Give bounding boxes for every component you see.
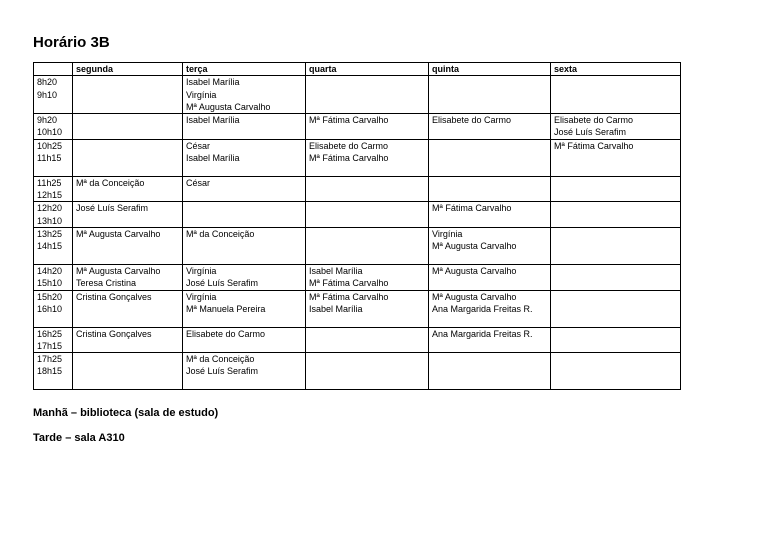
teacher-name: Mª Augusta Carvalho — [432, 241, 517, 252]
time-cell — [34, 290, 73, 327]
time-label: 13h25 — [37, 228, 63, 239]
schedule-cell-segunda — [73, 327, 183, 353]
schedule-cell-quinta — [429, 139, 551, 176]
schedule-cell-sexta — [551, 290, 681, 327]
schedule-cell-terca — [183, 202, 306, 228]
teacher-name: Ana Margarida Freitas R. — [432, 328, 533, 339]
header-cell-time — [34, 63, 73, 76]
teacher-name: Mª da Conceição — [186, 354, 255, 365]
time-label: 11h15 — [37, 153, 62, 164]
time-label: 16h10 — [37, 303, 63, 314]
teacher-name: Elisabete do Carmo — [432, 115, 512, 126]
schedule-cell-quinta — [429, 114, 551, 140]
time-label: 9h10 — [37, 89, 58, 100]
teacher-name: José Luís Serafim — [186, 366, 259, 377]
schedule-cell-quarta — [306, 176, 429, 202]
teacher-name: Mª Augusta Carvalho — [76, 228, 161, 239]
teacher-name: Isabel Marília — [186, 153, 240, 164]
schedule-cell-quinta — [429, 227, 551, 264]
teacher-name: Mª Fátima Carvalho — [309, 115, 389, 126]
teacher-name: Virgínia — [186, 291, 217, 302]
time-cell — [34, 114, 73, 140]
teacher-name: Cristina Gonçalves — [76, 291, 152, 302]
note-afternoon: Tarde – sala A310 — [33, 432, 125, 444]
time-cell — [34, 353, 73, 390]
schedule-cell-quinta — [429, 264, 551, 290]
teacher-name: José Luís Serafim — [186, 278, 259, 289]
header-cell-sexta: sexta — [551, 63, 681, 76]
teacher-name: Mª Augusta Carvalho — [432, 291, 517, 302]
teacher-name: Virgínia — [186, 265, 217, 276]
schedule-cell-quarta — [306, 227, 429, 264]
teacher-name: Isabel Marília — [309, 303, 363, 314]
table-row — [34, 76, 681, 114]
time-label: 15h10 — [37, 278, 63, 289]
teacher-name: Virgínia — [432, 228, 463, 239]
time-label: 17h25 — [37, 354, 63, 365]
page-title: Horário 3B — [33, 34, 110, 51]
time-label: 12h15 — [37, 190, 63, 201]
time-label: 18h15 — [37, 366, 63, 377]
schedule-cell-terca — [183, 114, 306, 140]
teacher-name: Mª Fátima Carvalho — [432, 203, 512, 214]
teacher-name: Isabel Marília — [309, 265, 363, 276]
table-row — [34, 264, 681, 290]
schedule-cell-terca — [183, 227, 306, 264]
time-cell — [34, 264, 73, 290]
time-label: 16h25 — [37, 328, 63, 339]
schedule-cell-quarta — [306, 327, 429, 353]
teacher-name: Elisabete do Carmo — [186, 328, 266, 339]
schedule-cell-quarta — [306, 76, 429, 114]
header-cell-quinta: quinta — [429, 63, 551, 76]
time-cell — [34, 76, 73, 114]
time-cell — [34, 327, 73, 353]
schedule-cell-sexta — [551, 227, 681, 264]
time-cell — [34, 139, 73, 176]
schedule-cell-quinta — [429, 353, 551, 390]
header-cell-segunda: segunda — [73, 63, 183, 76]
note-morning: Manhã – biblioteca (sala de estudo) — [33, 407, 219, 419]
schedule-cell-terca — [183, 76, 306, 114]
schedule-cell-terca — [183, 139, 306, 176]
schedule-cell-terca — [183, 290, 306, 327]
schedule-cell-sexta — [551, 353, 681, 390]
schedule-cell-segunda — [73, 353, 183, 390]
time-label: 15h20 — [37, 291, 63, 302]
schedule-cell-quarta — [306, 264, 429, 290]
time-label: 14h20 — [37, 265, 63, 276]
teacher-name: Elisabete do Carmo — [309, 140, 389, 151]
time-label: 17h15 — [37, 340, 63, 351]
time-cell — [34, 176, 73, 202]
header-cell-terca: terça — [183, 63, 306, 76]
schedule-cell-segunda — [73, 114, 183, 140]
time-cell — [34, 227, 73, 264]
table-row — [34, 114, 681, 140]
teacher-name: José Luís Serafim — [76, 203, 149, 214]
table-row — [34, 176, 681, 202]
schedule-cell-sexta — [551, 139, 681, 176]
teacher-name: César — [186, 140, 211, 151]
schedule-cell-quinta — [429, 176, 551, 202]
teacher-name: Mª Augusta Carvalho — [76, 265, 161, 276]
schedule-cell-segunda — [73, 290, 183, 327]
schedule-cell-sexta — [551, 264, 681, 290]
teacher-name: Mª Augusta Carvalho — [432, 265, 517, 276]
time-label: 12h20 — [37, 203, 63, 214]
schedule-cell-sexta — [551, 176, 681, 202]
schedule-cell-quarta — [306, 353, 429, 390]
table-row — [34, 353, 681, 390]
schedule-cell-quinta — [429, 76, 551, 114]
teacher-name: Mª Fátima Carvalho — [309, 153, 389, 164]
time-label: 11h25 — [37, 177, 62, 188]
table-row — [34, 202, 681, 228]
teacher-name: Virgínia — [186, 89, 217, 100]
teacher-name: José Luís Serafim — [554, 127, 627, 138]
schedule-cell-sexta — [551, 202, 681, 228]
teacher-name: Mª Manuela Pereira — [186, 303, 266, 314]
table-row — [34, 290, 681, 327]
schedule-cell-segunda — [73, 264, 183, 290]
schedule-cell-segunda — [73, 76, 183, 114]
teacher-name: Cristina Gonçalves — [76, 328, 152, 339]
time-label: 10h10 — [37, 127, 63, 138]
time-label: 9h20 — [37, 115, 58, 126]
schedule-cell-quarta — [306, 290, 429, 327]
schedule-cell-quarta — [306, 139, 429, 176]
time-label: 13h10 — [37, 215, 63, 226]
schedule-cell-segunda — [73, 176, 183, 202]
time-label: 8h20 — [37, 77, 58, 88]
teacher-name: Mª da Conceição — [76, 177, 145, 188]
schedule-cell-segunda — [73, 139, 183, 176]
schedule-cell-quarta — [306, 114, 429, 140]
header-cell-quarta: quarta — [306, 63, 429, 76]
schedule-cell-sexta — [551, 114, 681, 140]
teacher-name: Mª Fátima Carvalho — [309, 278, 389, 289]
teacher-name: Mª Augusta Carvalho — [186, 101, 271, 112]
schedule-cell-terca — [183, 176, 306, 202]
teacher-name: Ana Margarida Freitas R. — [432, 303, 533, 314]
table-row — [34, 327, 681, 353]
header-row — [34, 63, 681, 76]
schedule-cell-quinta — [429, 327, 551, 353]
time-label: 14h15 — [37, 241, 63, 252]
schedule-cell-sexta — [551, 327, 681, 353]
teacher-name: Isabel Marília — [186, 77, 240, 88]
teacher-name: Teresa Cristina — [76, 278, 137, 289]
schedule-cell-quarta — [306, 202, 429, 228]
schedule-cell-segunda — [73, 227, 183, 264]
schedule-cell-terca — [183, 327, 306, 353]
schedule-cell-quinta — [429, 202, 551, 228]
table-row — [34, 139, 681, 176]
schedule-cell-sexta — [551, 76, 681, 114]
schedule-table — [33, 62, 681, 390]
schedule-cell-terca — [183, 264, 306, 290]
schedule-cell-quinta — [429, 290, 551, 327]
teacher-name: Mª Fátima Carvalho — [554, 140, 634, 151]
time-cell — [34, 202, 73, 228]
teacher-name: Elisabete do Carmo — [554, 115, 634, 126]
teacher-name: Isabel Marília — [186, 115, 240, 126]
teacher-name: César — [186, 177, 211, 188]
table-row — [34, 227, 681, 264]
schedule-cell-terca — [183, 353, 306, 390]
time-label: 10h25 — [37, 140, 63, 151]
teacher-name: Mª Fátima Carvalho — [309, 291, 389, 302]
schedule-cell-segunda — [73, 202, 183, 228]
teacher-name: Mª da Conceição — [186, 228, 255, 239]
